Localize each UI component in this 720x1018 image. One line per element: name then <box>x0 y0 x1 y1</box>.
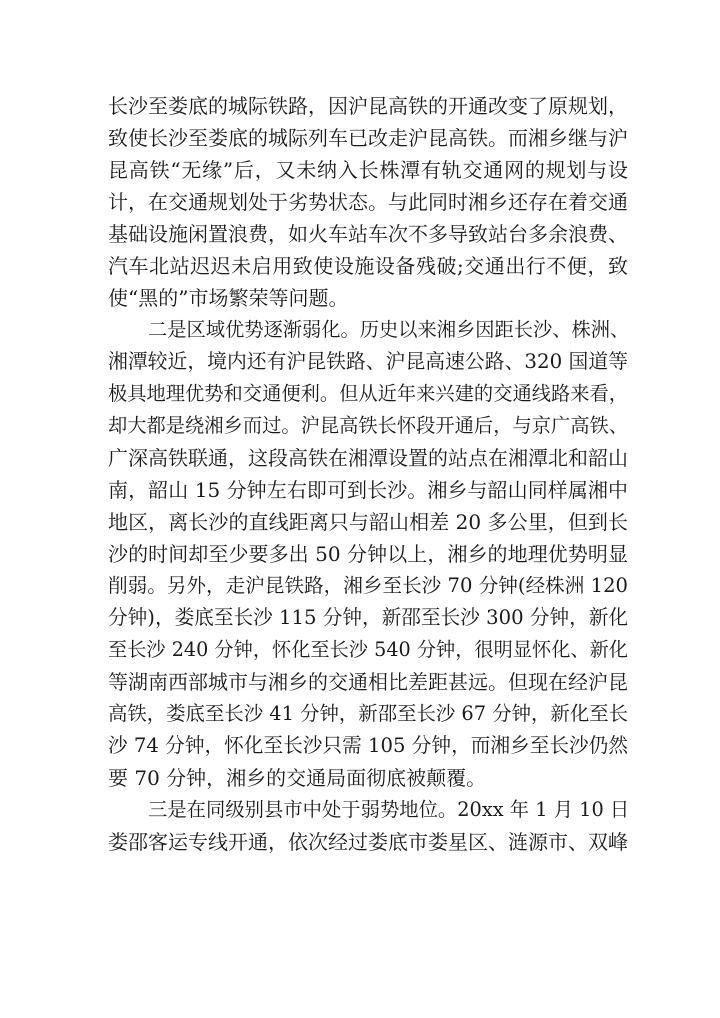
text-line: 娄邵客运专线开通，依次经过娄底市娄星区、涟源市、双峰 <box>108 830 628 854</box>
text-line: 长沙至娄底的城际铁路，因沪昆高铁的开通改变了原规划， <box>108 94 628 118</box>
text-line: 却大都是绕湘乡而过。沪昆高铁长怀段开通后，与京广高铁、 <box>108 414 628 437</box>
text-line: 地区，离长沙的直线距离只与韶山相差 20 多公里，但到长 <box>108 510 628 534</box>
text-line: 极具地理优势和交通便利。但从近年来兴建的交通线路来看， <box>108 382 628 405</box>
text-line: 南，韶山 15 分钟左右即可到长沙。湘乡与韶山同样属湘中 <box>108 478 628 502</box>
text-line: 基础设施闲置浪费，如火车站车次不多导致站台多余浪费、 <box>108 222 628 246</box>
text-line: 削弱。另外，走沪昆铁路，湘乡至长沙 70 分钟(经株洲 120 <box>108 574 628 597</box>
document-body <box>108 90 628 858</box>
text-line: 要 70 分钟，湘乡的交通局面彻底被颠覆。 <box>108 766 487 790</box>
text-line: 分钟)，娄底至长沙 115 分钟，新邵至长沙 300 分钟，新化 <box>108 606 628 629</box>
text-line: 二是区域优势逐渐弱化。历史以来湘乡因距长沙、株洲、 <box>148 318 630 341</box>
text-line: 沙的时间却至少要多出 50 分钟以上，湘乡的地理优势明显 <box>108 542 628 566</box>
text-line: 等湖南西部城市与湘乡的交通相比差距甚远。但现在经沪昆 <box>108 670 628 694</box>
text-line: 计，在交通规划处于劣势状态。与此同时湘乡还存在着交通 <box>108 190 628 214</box>
text-line: 三是在同级别县市中处于弱势地位。20xx 年 1 月 10 日 <box>148 798 630 821</box>
text-line: 广深高铁联通，这段高铁在湘潭设置的站点在湘潭北和韶山 <box>108 446 628 470</box>
text-line: 汽车北站迟迟未启用致使设施设备残破;交通出行不便，致 <box>108 254 628 278</box>
text-line: 致使长沙至娄底的城际列车已改走沪昆高铁。而湘乡继与沪 <box>108 126 628 150</box>
text-line: 湘潭较近，境内还有沪昆铁路、沪昆高速公路、320 国道等 <box>108 350 628 373</box>
text-line: 使“黑的”市场繁荣等问题。 <box>108 286 349 310</box>
text-line: 至长沙 240 分钟，怀化至长沙 540 分钟，很明显怀化、新化 <box>108 638 628 661</box>
text-line: 沙 74 分钟，怀化至长沙只需 105 分钟，而湘乡至长沙仍然 <box>108 734 628 757</box>
text-line: 高铁，娄底至长沙 41 分钟，新邵至长沙 67 分钟，新化至长 <box>108 702 628 725</box>
text-line: 昆高铁“无缘”后，又未纳入长株潭有轨交通网的规划与设 <box>108 158 628 182</box>
